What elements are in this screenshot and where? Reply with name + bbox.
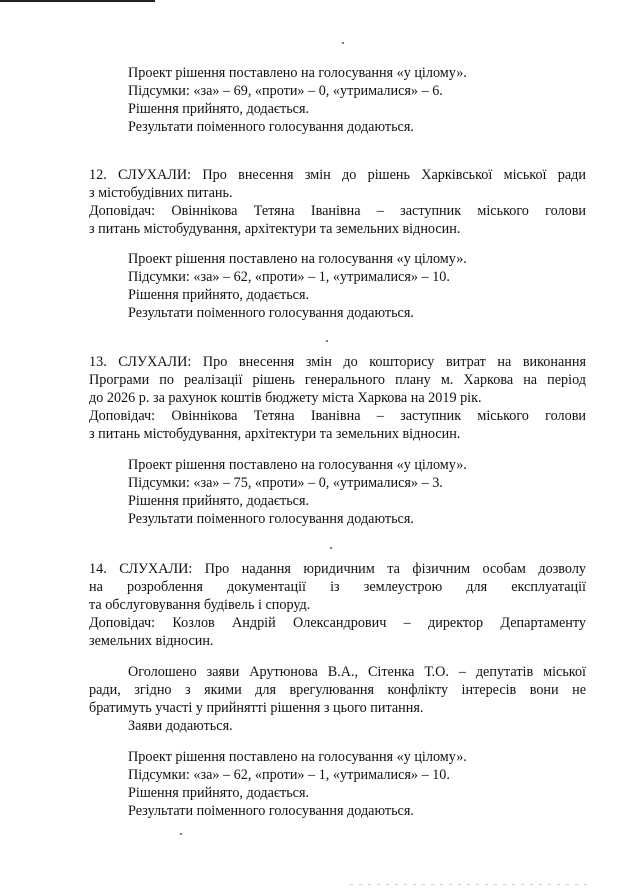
item-12-heading-cont: з містобудівних питань.: [89, 185, 233, 201]
item-14-vote-decision: Рішення прийнято, додається.: [128, 785, 310, 801]
item-12-heading: 12. СЛУХАЛИ: Про внесення змін до рішень Харківської міської ради: [89, 167, 586, 183]
item-14-statements-attached: Заяви додаються.: [128, 718, 233, 734]
item-14-heading-cont-2: та обслуговування будівель і споруд.: [89, 597, 311, 613]
vote-line-decision: Рішення прийнято, додається.: [128, 101, 310, 117]
item-13-vote-attachment: Результати поіменного голосування додаються.: [128, 511, 414, 527]
item-12-vote-decision: Рішення прийнято, додається.: [128, 287, 310, 303]
item-14-heading: 14. СЛУХАЛИ: Про надання юридичним та фізичним особам дозволу: [89, 561, 586, 577]
item-12-speaker-cont: з питань містобудування, архітектури та земельних відносин.: [89, 221, 461, 237]
scan-top-line: [0, 0, 155, 2]
item-13-speaker: Доповідач: Овіннікова Тетяна Іванівна – заступник міського голови: [89, 408, 586, 424]
item-12-vote-results: Підсумки: «за» – 62, «проти» – 1, «утрималися» – 10.: [128, 269, 450, 285]
item-14-vote-attachment: Результати поіменного голосування додаються.: [128, 803, 414, 819]
item-14-announcement-cont-2: братимуть участі у прийнятті рішення з цього питання.: [89, 700, 424, 716]
item-12-vote-proposal: Проект рішення поставлено на голосування «у цілому».: [128, 251, 467, 267]
item-14-announcement: Оголошено заяви Арутюнова В.А., Сітенка Т.О. – депутатів міської: [128, 664, 586, 680]
item-13-vote-results: Підсумки: «за» – 75, «проти» – 0, «утрималися» – 3.: [128, 475, 443, 491]
vote-line-attachment: Результати поіменного голосування додаються.: [128, 119, 414, 135]
item-12-speaker: Доповідач: Овіннікова Тетяна Іванівна – заступник міського голови: [89, 203, 586, 219]
item-14-vote-results: Підсумки: «за» – 62, «проти» – 1, «утрималися» – 10.: [128, 767, 450, 783]
item-13-vote-proposal: Проект рішення поставлено на голосування «у цілому».: [128, 457, 467, 473]
item-13-speaker-cont: з питань містобудування, архітектури та земельних відносин.: [89, 426, 461, 442]
vote-line-proposal: Проект рішення поставлено на голосування «у цілому».: [128, 65, 467, 81]
scan-speck: [342, 42, 344, 44]
item-13-heading-cont: Програми по реалізації рішень генерального плану м. Харкова на період: [89, 372, 586, 388]
vote-line-results: Підсумки: «за» – 69, «проти» – 0, «утрималися» – 6.: [128, 83, 443, 99]
scan-bottom-noise: [350, 884, 590, 885]
scan-speck: [180, 833, 182, 835]
scan-speck: [330, 547, 332, 549]
item-14-heading-cont: на розроблення документації із землеустрою для експлуатації: [89, 579, 586, 595]
item-14-vote-proposal: Проект рішення поставлено на голосування «у цілому».: [128, 749, 467, 765]
item-14-announcement-cont: ради, згідно з якими для врегулювання конфлікту інтересів вони не: [89, 682, 586, 698]
item-13-heading: 13. СЛУХАЛИ: Про внесення змін до кошторису витрат на виконання: [89, 354, 586, 370]
item-14-speaker: Доповідач: Козлов Андрій Олександрович – директор Департаменту: [89, 615, 586, 631]
item-13-vote-decision: Рішення прийнято, додається.: [128, 493, 310, 509]
item-13-heading-cont-2: до 2026 р. за рахунок коштів бюджету міста Харкова на 2019 рік.: [89, 390, 482, 406]
item-12-vote-attachment: Результати поіменного голосування додаються.: [128, 305, 414, 321]
scan-speck: [326, 340, 328, 342]
item-14-speaker-cont: земельних відносин.: [89, 633, 214, 649]
